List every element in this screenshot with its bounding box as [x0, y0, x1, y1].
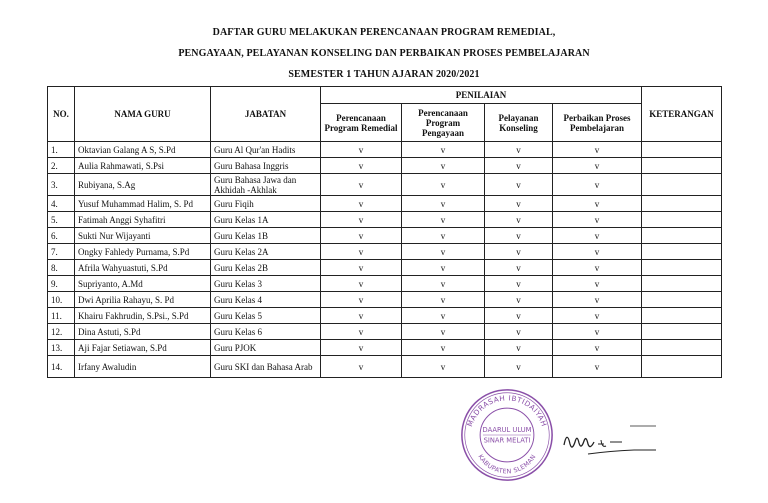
- notes-cell: [642, 340, 722, 356]
- teacher-name: Ongky Fahledy Purnama, S.Pd: [75, 244, 211, 260]
- teacher-name: Dwi Aprilia Rahayu, S. Pd: [75, 292, 211, 308]
- remedial-check: v: [321, 356, 402, 378]
- counseling-check: v: [485, 260, 553, 276]
- counseling-check: v: [485, 228, 553, 244]
- enrichment-check: v: [402, 244, 485, 260]
- counseling-check: v: [485, 158, 553, 174]
- teacher-position: Guru PJOK: [211, 340, 321, 356]
- table-row: [48, 158, 722, 174]
- teacher-name: Oktavian Galang A S, S.Pd: [75, 142, 211, 158]
- teacher-name: Rubiyana, S.Ag: [75, 174, 211, 196]
- header-name: NAMA GURU: [75, 87, 211, 142]
- table-row: [48, 260, 722, 276]
- improvement-check: v: [553, 292, 642, 308]
- remedial-check: v: [321, 174, 402, 196]
- improvement-check: v: [553, 260, 642, 276]
- remedial-check: v: [321, 260, 402, 276]
- stamp-bottom-text: KABUPATEN SLEMAN: [476, 453, 538, 476]
- table-row: [48, 308, 722, 324]
- table-row: [48, 292, 722, 308]
- stamp-inner-line-1: DAARUL ULUM: [482, 426, 532, 435]
- title-line-1: DAFTAR GURU MELAKUKAN PERENCANAAN PROGRAM REMEDIAL,: [212, 27, 556, 38]
- remedial-check: v: [321, 142, 402, 158]
- teacher-name: Yusuf Muhammad Halim, S. Pd: [75, 196, 211, 212]
- teacher-name: Khairu Fakhrudin, S.Psi., S.Pd: [75, 308, 211, 324]
- teacher-name: Afrila Wahyuastuti, S.Pd: [75, 260, 211, 276]
- remedial-check: v: [321, 276, 402, 292]
- notes-cell: [642, 292, 722, 308]
- notes-cell: [642, 142, 722, 158]
- counseling-check: v: [485, 356, 553, 378]
- stamp-inner-line-2: SINAR MELATI: [483, 436, 531, 445]
- row-no: 13.: [48, 340, 75, 356]
- row-no: 6.: [48, 228, 75, 244]
- madrasah-stamp: [459, 387, 555, 483]
- remedial-check: v: [321, 158, 402, 174]
- remedial-check: v: [321, 212, 402, 228]
- notes-cell: [642, 228, 722, 244]
- teacher-position: Guru Kelas 6: [211, 324, 321, 340]
- table-row: [48, 276, 722, 292]
- row-no: 2.: [48, 158, 75, 174]
- teacher-name: Aji Fajar Setiawan, S.Pd: [75, 340, 211, 356]
- teacher-name: Sukti Nur Wijayanti: [75, 228, 211, 244]
- row-no: 5.: [48, 212, 75, 228]
- teacher-name: Supriyanto, A.Md: [75, 276, 211, 292]
- counseling-check: v: [485, 324, 553, 340]
- header-no: NO.: [48, 87, 75, 142]
- enrichment-check: v: [402, 174, 485, 196]
- enrichment-check: v: [402, 196, 485, 212]
- svg-text:MADRASAH IBTIDAIYAH: [465, 393, 549, 427]
- teacher-name: Irfany Awaludin: [75, 356, 211, 378]
- improvement-check: v: [553, 142, 642, 158]
- enrichment-check: v: [402, 356, 485, 378]
- teacher-position: Guru Fiqih: [211, 196, 321, 212]
- teacher-position: Guru Bahasa Inggris: [211, 158, 321, 174]
- teacher-name: Dina Astuti, S.Pd: [75, 324, 211, 340]
- notes-cell: [642, 174, 722, 196]
- row-no: 4.: [48, 196, 75, 212]
- remedial-check: v: [321, 228, 402, 244]
- row-no: 1.: [48, 142, 75, 158]
- header-notes: KETERANGAN: [642, 87, 722, 142]
- notes-cell: [642, 158, 722, 174]
- notes-cell: [642, 212, 722, 228]
- row-no: 14.: [48, 356, 75, 378]
- enrichment-check: v: [402, 142, 485, 158]
- teacher-name: Aulia Rahmawati, S.Psi: [75, 158, 211, 174]
- counseling-check: v: [485, 340, 553, 356]
- notes-cell: [642, 260, 722, 276]
- header-enrichment: Perencanaan Program Pengayaan: [402, 104, 485, 142]
- remedial-check: v: [321, 308, 402, 324]
- teacher-position: Guru Kelas 1A: [211, 212, 321, 228]
- row-no: 3.: [48, 174, 75, 196]
- header-counseling: Pelayanan Konseling: [485, 104, 553, 142]
- enrichment-check: v: [402, 212, 485, 228]
- counseling-check: v: [485, 308, 553, 324]
- row-no: 11.: [48, 308, 75, 324]
- teacher-position: Guru SKI dan Bahasa Arab: [211, 356, 321, 378]
- improvement-check: v: [553, 356, 642, 378]
- document-title: [0, 22, 768, 85]
- stamp-outer-text: MADRASAH IBTIDAIYAH: [465, 393, 549, 428]
- enrichment-check: v: [402, 340, 485, 356]
- svg-text:KABUPATEN SLEMAN: [476, 453, 537, 475]
- teacher-position: Guru Bahasa Jawa dan Akhidah -Akhlak: [211, 174, 321, 196]
- signature: [560, 420, 660, 460]
- counseling-check: v: [485, 276, 553, 292]
- improvement-check: v: [553, 196, 642, 212]
- table-row: [48, 174, 722, 196]
- counseling-check: v: [485, 142, 553, 158]
- table-row: [48, 356, 722, 378]
- row-no: 10.: [48, 292, 75, 308]
- improvement-check: v: [553, 228, 642, 244]
- enrichment-check: v: [402, 308, 485, 324]
- notes-cell: [642, 324, 722, 340]
- remedial-check: v: [321, 292, 402, 308]
- teacher-position: Guru Kelas 3: [211, 276, 321, 292]
- enrichment-check: v: [402, 292, 485, 308]
- row-no: 7.: [48, 244, 75, 260]
- improvement-check: v: [553, 158, 642, 174]
- notes-cell: [642, 196, 722, 212]
- remedial-check: v: [321, 244, 402, 260]
- enrichment-check: v: [402, 276, 485, 292]
- teacher-position: Guru Kelas 4: [211, 292, 321, 308]
- table-row: [48, 212, 722, 228]
- header-assessment: PENILAIAN: [321, 87, 642, 104]
- enrichment-check: v: [402, 158, 485, 174]
- table-row: [48, 244, 722, 260]
- teacher-position: Guru Kelas 5: [211, 308, 321, 324]
- counseling-check: v: [485, 196, 553, 212]
- improvement-check: v: [553, 340, 642, 356]
- improvement-check: v: [553, 174, 642, 196]
- teacher-position: Guru Kelas 1B: [211, 228, 321, 244]
- teacher-assessment-table: [47, 86, 722, 378]
- header-improvement: Perbaikan Proses Pembelajaran: [553, 104, 642, 142]
- table-row: [48, 142, 722, 158]
- notes-cell: [642, 276, 722, 292]
- remedial-check: v: [321, 324, 402, 340]
- notes-cell: [642, 308, 722, 324]
- teacher-position: Guru Kelas 2B: [211, 260, 321, 276]
- title-line-3: SEMESTER 1 TAHUN AJARAN 2020/2021: [288, 69, 480, 80]
- improvement-check: v: [553, 276, 642, 292]
- teacher-position: Guru Al Qur'an Hadits: [211, 142, 321, 158]
- enrichment-check: v: [402, 324, 485, 340]
- counseling-check: v: [485, 244, 553, 260]
- notes-cell: [642, 244, 722, 260]
- teacher-position: Guru Kelas 2A: [211, 244, 321, 260]
- improvement-check: v: [553, 244, 642, 260]
- counseling-check: v: [485, 174, 553, 196]
- improvement-check: v: [553, 324, 642, 340]
- row-no: 8.: [48, 260, 75, 276]
- enrichment-check: v: [402, 260, 485, 276]
- table-row: [48, 228, 722, 244]
- notes-cell: [642, 356, 722, 378]
- title-line-2: PENGAYAAN, PELAYANAN KONSELING DAN PERBAIKAN PROSES PEMBELAJARAN: [178, 48, 590, 59]
- table-row: [48, 340, 722, 356]
- enrichment-check: v: [402, 228, 485, 244]
- counseling-check: v: [485, 212, 553, 228]
- teacher-name: Fatimah Anggi Syhafitri: [75, 212, 211, 228]
- remedial-check: v: [321, 340, 402, 356]
- row-no: 12.: [48, 324, 75, 340]
- header-position: JABATAN: [211, 87, 321, 142]
- row-no: 9.: [48, 276, 75, 292]
- improvement-check: v: [553, 308, 642, 324]
- remedial-check: v: [321, 196, 402, 212]
- table-row: [48, 196, 722, 212]
- header-remedial: Perencanaan Program Remedial: [321, 104, 402, 142]
- counseling-check: v: [485, 292, 553, 308]
- table-row: [48, 324, 722, 340]
- improvement-check: v: [553, 212, 642, 228]
